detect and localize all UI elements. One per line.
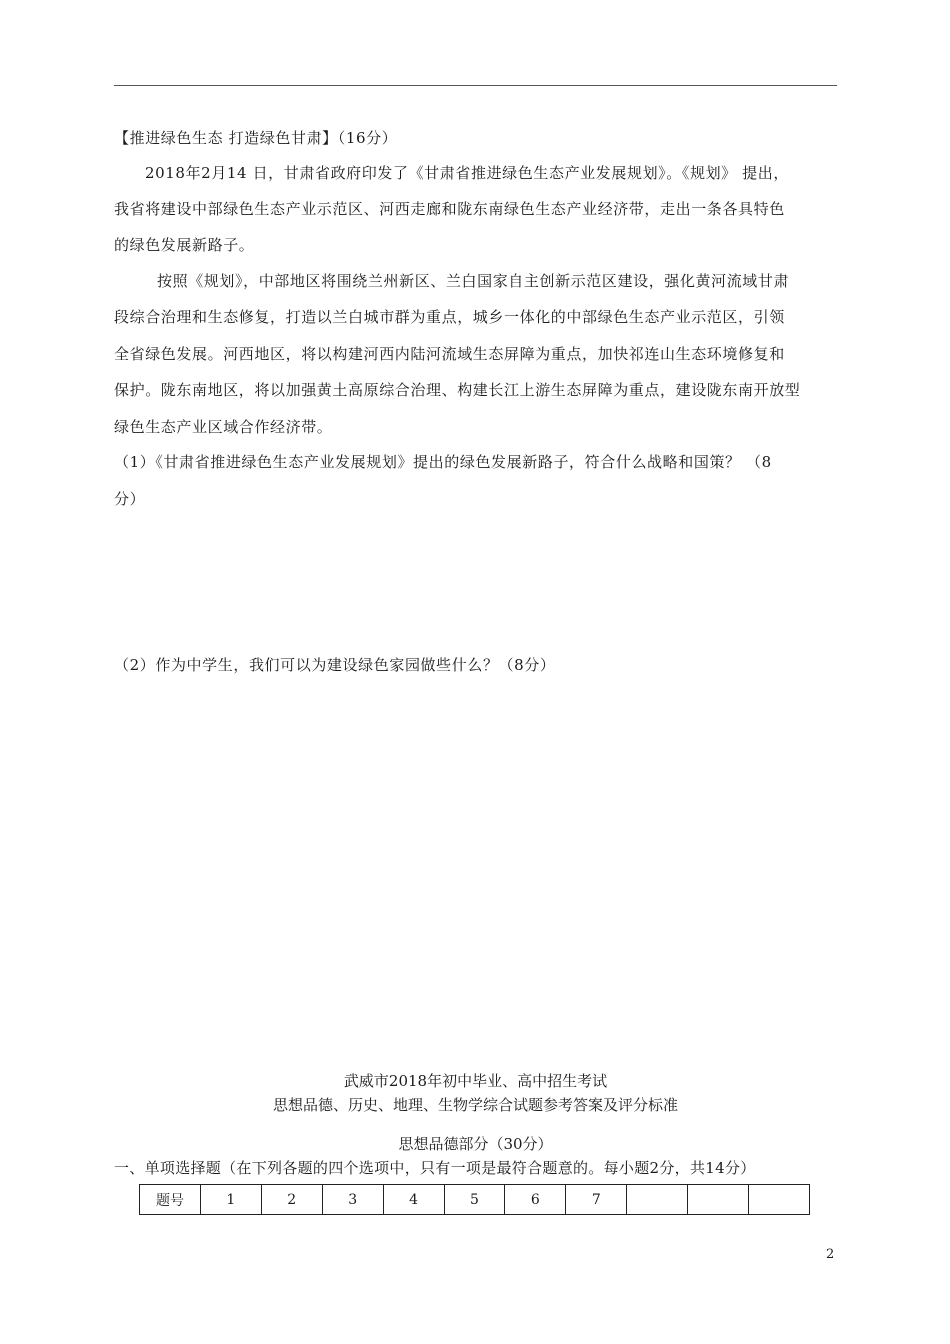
table-cell (688, 1185, 749, 1215)
table-header-cell: 题号 (140, 1185, 201, 1215)
question-1-continuation: 分） (114, 490, 146, 508)
table-cell: 4 (383, 1185, 444, 1215)
table-cell: 6 (505, 1185, 566, 1215)
paragraph-line: 绿色生态产业区域合作经济带。 (114, 418, 333, 436)
part-title: 思想品德部分（30分） (398, 1135, 553, 1153)
paragraph-line: 2018年2月14 日，甘肃省政府印发了《甘肃省推进绿色生态产业发展规划》。《规划》 提出， (145, 164, 789, 182)
table-cell: 2 (261, 1185, 322, 1215)
question-1: （1）《甘肃省推进绿色生态产业发展规划》提出的绿色发展新路子，符合什么战略和国策？ （8 (114, 453, 772, 471)
paragraph-line: 我省将建设中部绿色生态产业示范区、河西走廊和陇东南绿色生态产业经济带，走出一条各具特色 (114, 200, 785, 218)
table-cell (749, 1185, 810, 1215)
page-number: 2 (826, 1247, 835, 1262)
paragraph-line: 的绿色发展新路子。 (114, 236, 255, 254)
answer-key-subtitle: 思想品德、历史、地理、生物学综合试题参考答案及评分标准 (272, 1096, 678, 1114)
instruction-text: 一、单项选择题（在下列各题的四个选项中，只有一项是最符合题意的。每小题2分，共14分） (114, 1159, 756, 1177)
table-row (140, 1185, 810, 1215)
paragraph-line: 段综合治理和生态修复，打造以兰白城市群为重点，城乡一体化的中部绿色生态产业示范区，引领 (114, 308, 785, 326)
paragraph-line: 按照《规划》，中部地区将围绕兰州新区、兰白国家自主创新示范区建设，强化黄河流域甘肃 (157, 272, 790, 290)
paragraph-line: 全省绿色发展。河西地区，将以构建河西内陆河流域生态屏障为重点，加快祁连山生态环境修复和 (114, 345, 785, 363)
table-cell: 1 (200, 1185, 261, 1215)
answer-key-title: 武威市2018年初中毕业、高中招生考试 (343, 1072, 608, 1090)
table-cell: 3 (322, 1185, 383, 1215)
answer-table (139, 1184, 810, 1215)
paragraph-line: 保护。陇东南地区，将以加强黄土高原综合治理、构建长江上游生态屏障为重点，建设陇东南开放型 (114, 381, 801, 399)
table-cell: 5 (444, 1185, 505, 1215)
table-cell: 7 (566, 1185, 627, 1215)
question-2: （2）作为中学生，我们可以为建设绿色家园做些什么？（8分） (114, 656, 556, 674)
section-title: 【推进绿色生态 打造绿色甘肃】（16分） (114, 129, 398, 147)
header-rule (114, 85, 837, 86)
table-cell (627, 1185, 688, 1215)
